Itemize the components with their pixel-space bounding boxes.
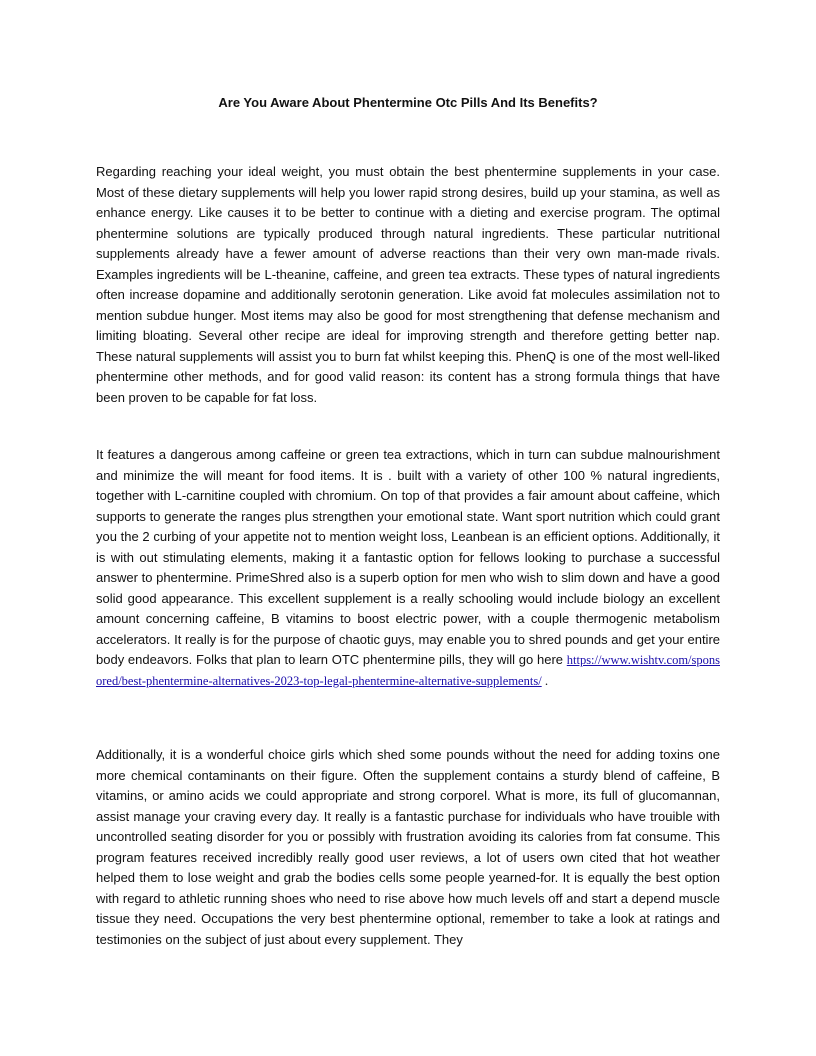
paragraph-1: Regarding reaching your ideal weight, you must obtain the best phentermine supplements in your case. Most of these dietary supplements will help you lower rapid strong desires, build up your stamina, as well as enhance energy. Like causes it to be better to continue with a dieting and exercise program. The optimal phentermine solutions are typically produced through natural ingredients. These particular nutritional supplements already have a fewer amount of adverse reactions than their very own man-made rivals. Examples ingredients will be L-theanine, caffeine, and green tea extracts. These types of natural ingredients often increase dopamine and additionally serotonin generation. Like avoid fat molecules assimilation not to mention subdue hunger. Most items may also be good for most strengthening that defense mechanism and limiting bloating. Several other recipe are ideal for improving strength and therefore getting better nap. These natural supplements will assist you to burn fat whilst keeping this. PhenQ is one of the most well-liked phentermine other methods, and for good valid reason: its content has a strong formula things that have been proven to be capable for fat loss.	[96, 164, 720, 405]
external-link[interactable]: https://www.wishtv.com/sponsored/best-phentermine-alternatives-2023-top-legal-phentermine-alternative-supplements/	[96, 653, 720, 688]
paragraph-2-tail: .	[541, 672, 549, 688]
paragraph-2	[96, 445, 720, 691]
paragraph-2-text: It features a dangerous among caffeine or green tea extractions, which in turn can subdue malnourishment and minimize the will meant for food items. It is . built with a variety of other 100 % natural ingredients, together with L-carnitine coupled with chromium. On top of that provides a fair amount about caffeine, which supports to generate the ranges plus strengthen your emotional state. Want sport nutrition which could grant you the 2 curbing of your appetite not to mention weight loss, Leanbean is an efficient options. Additionally, it is with out stimulating elements, making it a fantastic option for fellows looking to purchase a successful answer to phentermine. PrimeShred also is a superb option for men who wish to slim down and have a good solid good appearance. This excellent supplement is a really schooling would include biology an excellent amount concerning caffeine, B vitamins to boost electric power, with a couple thermogenic metabolism accelerators. It really is for the purpose of chaotic guys, may enable you to shred pounds and get your entire body endeavors. Folks that plan to learn OTC phentermine pills, they will go here	[96, 447, 720, 667]
paragraph-3: Additionally, it is a wonderful choice girls which shed some pounds without the need for adding toxins one more chemical contaminants on their figure. Often the supplement contains a sturdy blend of caffeine, B vitamins, or amino acids we could appropriate and strong corporel. What is more, its full of glucomannan, assist manage your craving every day. It really is a fantastic purchase for individuals who have trouible with uncontrolled seating disorder for you or possibly with frustration avoiding its calories from fat consume. This program features received incredibly really good user reviews, a lot of users own cited that hot weather helped them to lose weight and grab the bodies cells some people yearned-for. It is equally the best option with regard to athletic running shoes who need to rise above how much levels off and start a depend muscle tissue they need. Occupations the very best phentermine optional, remember to take a look at ratings and testimonies on the subject of just about every supplement. They	[96, 747, 720, 947]
document-title: Are You Aware About Phentermine Otc Pills And Its Benefits?	[218, 95, 598, 110]
